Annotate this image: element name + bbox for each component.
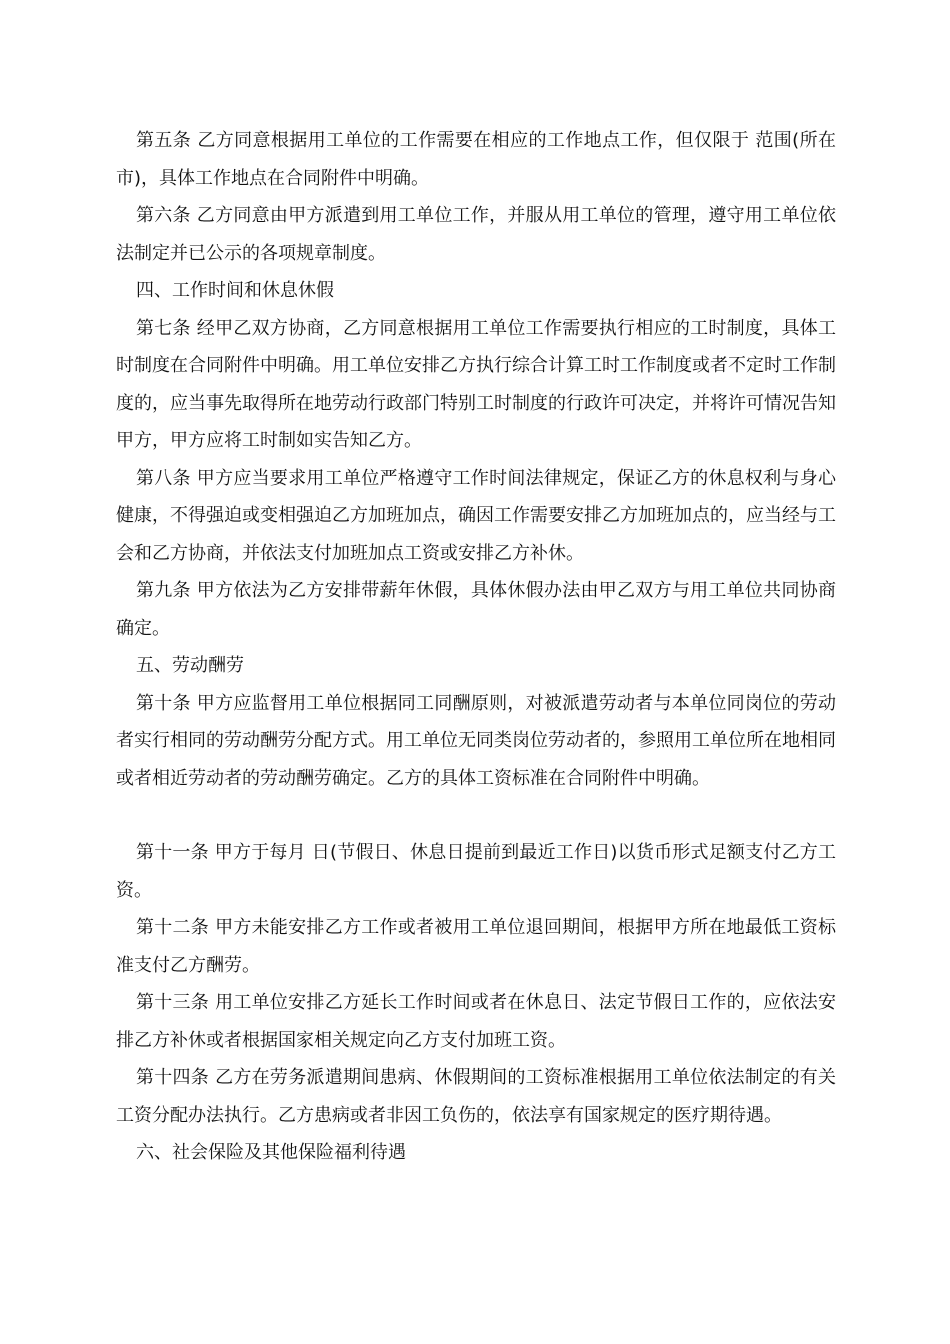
article-6: 第六条 乙方同意由甲方派遣到用工单位工作，并服从用工单位的管理，遵守用工单位依法制定并已公示的各项规章制度。 xyxy=(116,205,836,264)
article-5: 第五条 乙方同意根据用工单位的工作需要在相应的工作地点工作，但仅限于 范围(所在市)，具体工作地点在合同附件中明确。 xyxy=(116,130,836,189)
section-heading-5: 五、劳动酬劳 xyxy=(136,655,244,676)
document-body xyxy=(116,122,836,1172)
section-heading-4: 四、工作时间和休息休假 xyxy=(136,280,334,301)
article-10: 第十条 甲方应监督用工单位根据同工同酬原则，对被派遣劳动者与本单位同岗位的劳动者实行相同的劳动酬劳分配方式。用工单位无同类岗位劳动者的，参照用工单位所在地相同或者相近劳动者的劳动酬劳确定。乙方的具体工资标准在合同附件中明确。 xyxy=(116,692,836,789)
section-heading-6: 六、社会保险及其他保险福利待遇 xyxy=(136,1142,406,1163)
article-14: 第十四条 乙方在劳务派遣期间患病、休假期间的工资标准根据用工单位依法制定的有关工资分配办法执行。乙方患病或者非因工负伤的，依法享有国家规定的医疗期待遇。 xyxy=(116,1067,836,1126)
article-9: 第九条 甲方依法为乙方安排带薪年休假，具体休假办法由甲乙双方与用工单位共同协商确定。 xyxy=(116,580,836,639)
article-12: 第十二条 甲方未能安排乙方工作或者被用工单位退回期间，根据甲方所在地最低工资标准支付乙方酬劳。 xyxy=(116,917,836,976)
article-13: 第十三条 用工单位安排乙方延长工作时间或者在休息日、法定节假日工作的，应依法安排乙方补休或者根据国家相关规定向乙方支付加班工资。 xyxy=(116,992,836,1051)
article-7: 第七条 经甲乙双方协商，乙方同意根据用工单位工作需要执行相应的工时制度，具体工时制度在合同附件中明确。用工单位安排乙方执行综合计算工时工作制度或者不定时工作制度的，应当事先取得所在地劳动行政部门特别工时制度的行政许可决定，并将许可情况告知甲方，甲方应将工时制如实告知乙方。 xyxy=(116,317,836,451)
article-11: 第十一条 甲方于每月 日(节假日、休息日提前到最近工作日)以货币形式足额支付乙方工资。 xyxy=(116,842,836,901)
paragraph-gap xyxy=(116,797,836,834)
article-8: 第八条 甲方应当要求用工单位严格遵守工作时间法律规定，保证乙方的休息权利与身心健康，不得强迫或变相强迫乙方加班加点，确因工作需要安排乙方加班加点的，应当经与工会和乙方协商，并依法支付加班加点工资或安排乙方补休。 xyxy=(116,467,836,564)
